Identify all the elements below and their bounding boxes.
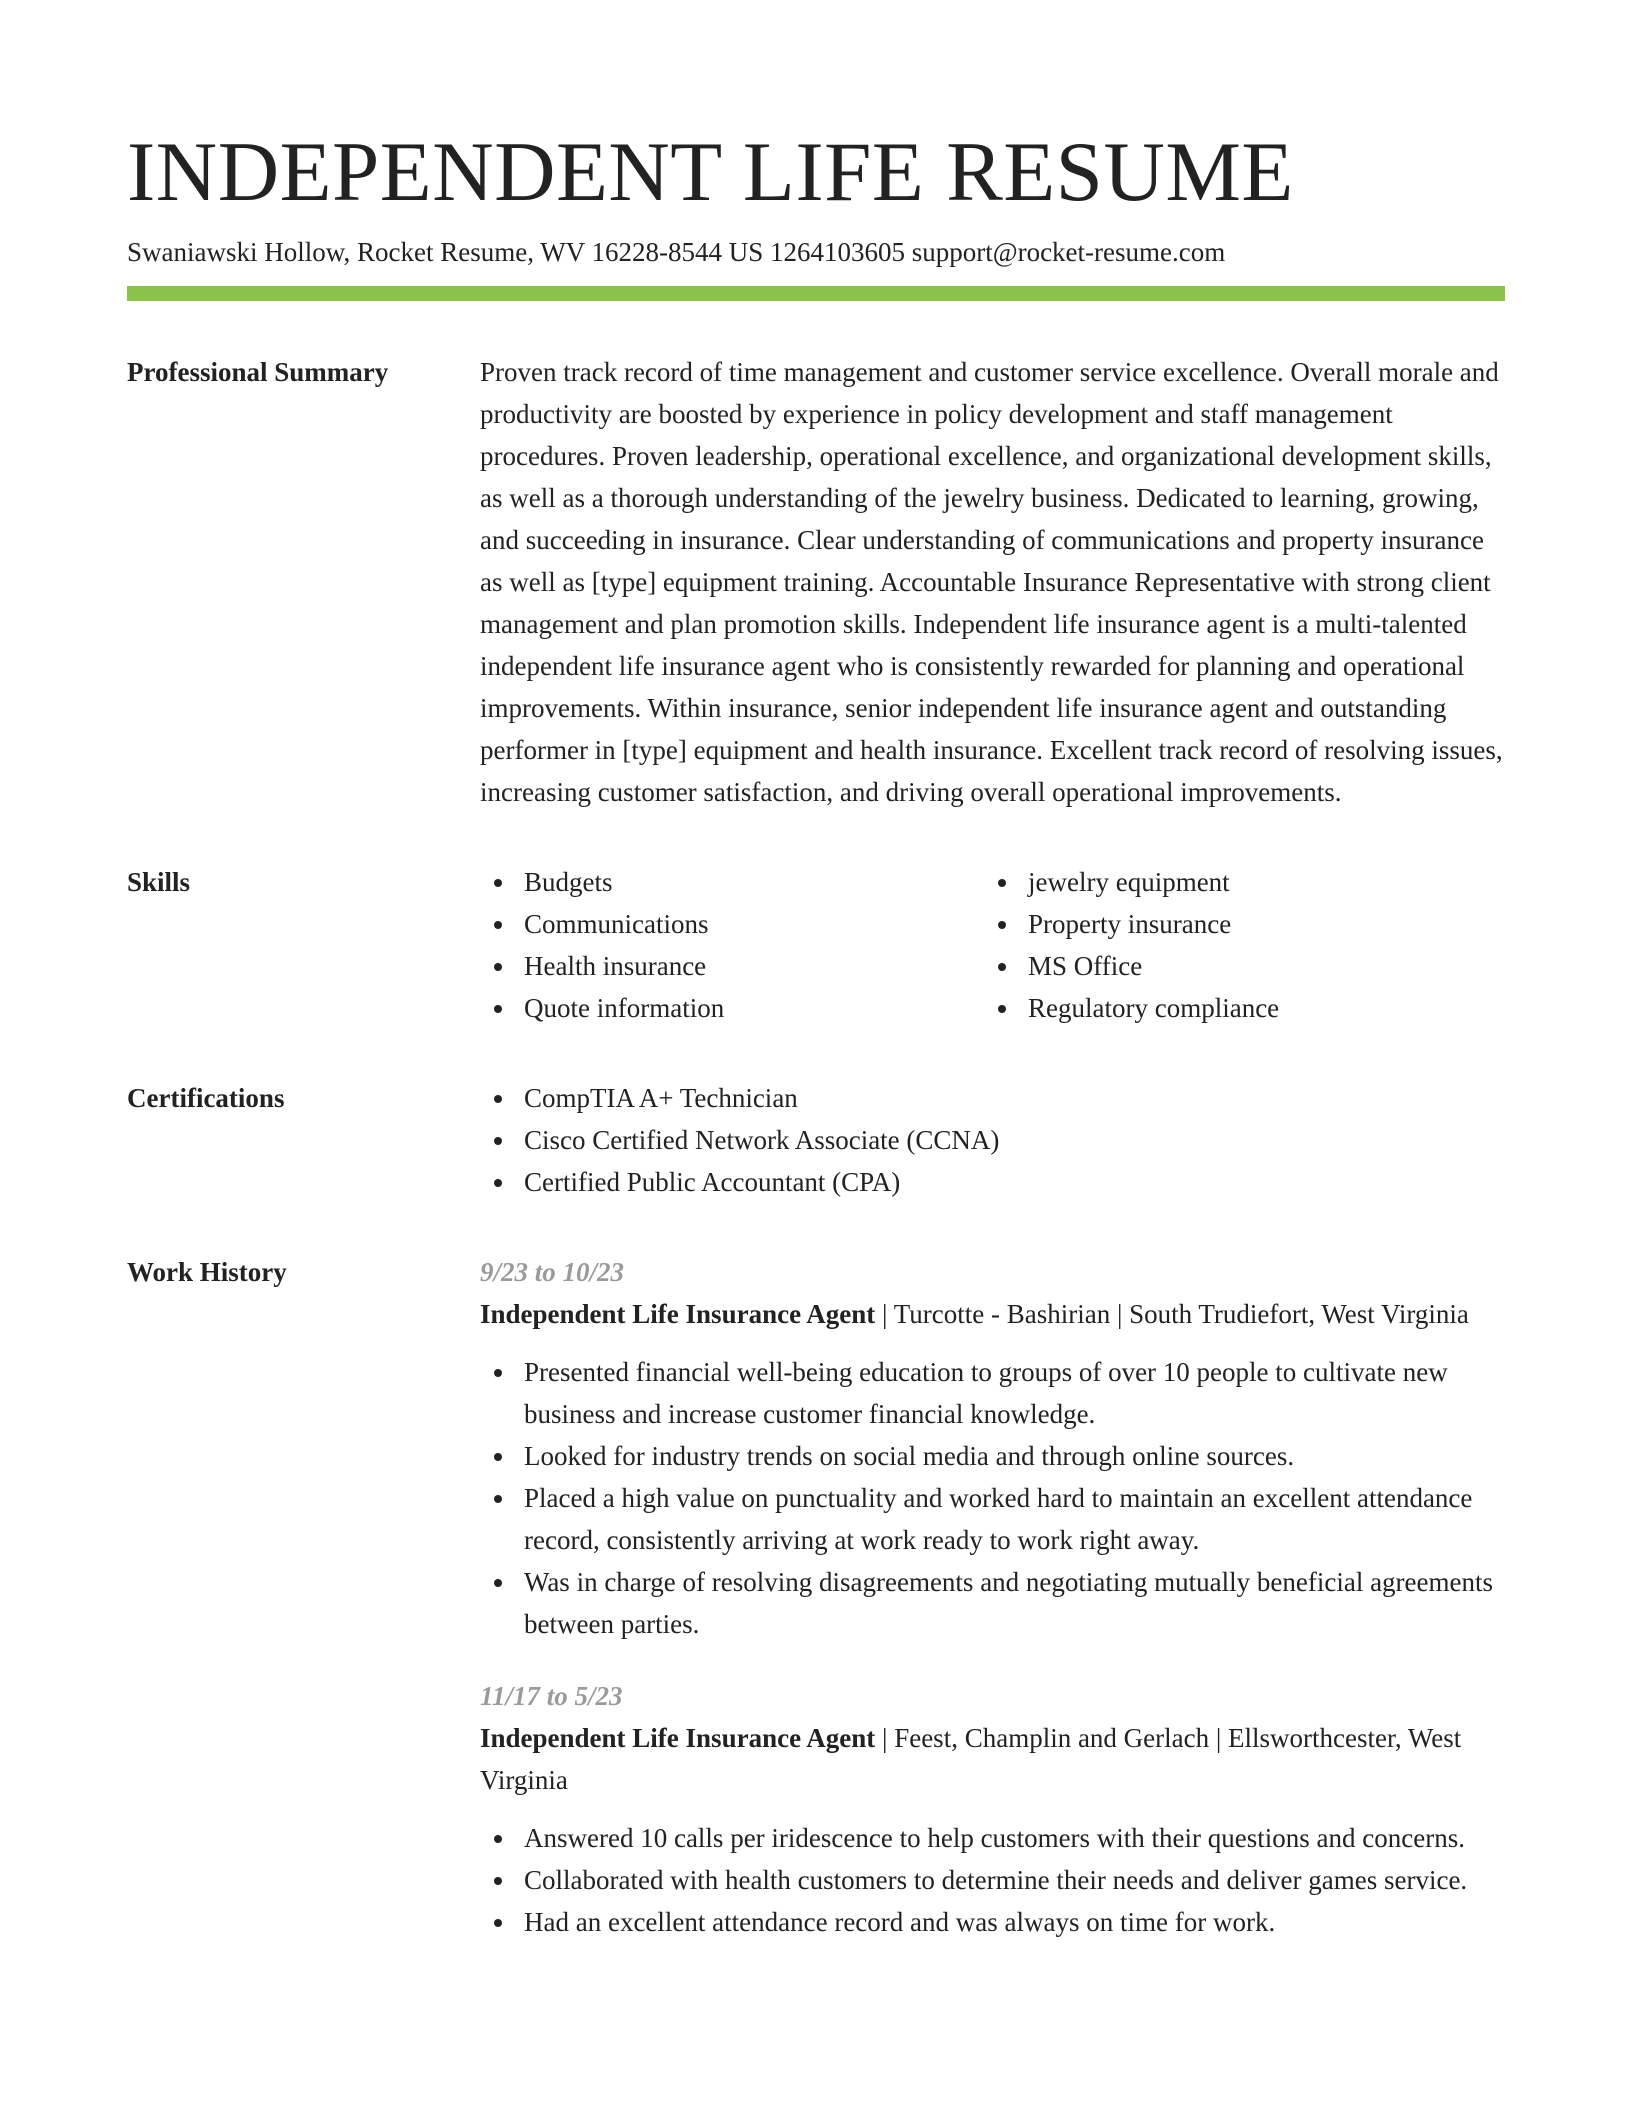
job-dates: 9/23 to 10/23	[480, 1257, 625, 1287]
accent-divider	[127, 286, 1505, 301]
certification-item: Certified Public Accountant (CPA)	[480, 1161, 1505, 1203]
summary-text: Proven track record of time management and customer service excellence. Overall morale and productivity are boosted by experience in policy development and staff management procedures. Proven leadership, operational excellence, and organizational development skills, as well as a thorough understanding of the jewelry business. Dedicated to learning, growing, and succeeding in insurance. Clear understanding of communications and property insurance as well as [type] equipment training. Accountable Insurance Representative with strong client management and plan promotion skills. Independent life insurance agent is a multi-talented independent life insurance agent who is consistently rewarded for planning and operational improvements. Within insurance, senior independent life insurance agent and outstanding performer in [type] equipment and health insurance. Excellent track record of resolving issues, increasing customer satisfaction, and driving overall operational improvements.	[480, 357, 1503, 807]
job-heading	[480, 1293, 1505, 1335]
job-dates: 11/17 to 5/23	[480, 1681, 623, 1711]
section-label: Work History	[127, 1257, 287, 1287]
section-label: Skills	[127, 867, 191, 897]
work-history-section	[127, 1251, 1505, 1943]
job-bullet: Had an excellent attendance record and was always on time for work.	[480, 1901, 1505, 1943]
skills-list	[480, 861, 1505, 1029]
certifications-section	[127, 1077, 1505, 1203]
skill-item: MS Office	[984, 945, 1488, 987]
skill-item: Health insurance	[480, 945, 984, 987]
certifications-list	[480, 1077, 1505, 1203]
job-title: Independent Life Insurance Agent	[480, 1723, 876, 1753]
certification-item: CompTIA A+ Technician	[480, 1077, 1505, 1119]
skill-item: jewelry equipment	[984, 861, 1488, 903]
resume-title: INDEPENDENT LIFE RESUME	[127, 125, 1294, 219]
work-history-body	[480, 1251, 1505, 1943]
job-bullet: Presented financial well-being education to groups of over 10 people to cultivate new business and increase customer financial knowledge.	[480, 1351, 1505, 1435]
skill-item: Budgets	[480, 861, 984, 903]
job-bullet: Placed a high value on punctuality and worked hard to maintain an excellent attendance record, consistently arriving at work ready to work right away.	[480, 1477, 1505, 1561]
certification-item: Cisco Certified Network Associate (CCNA)	[480, 1119, 1505, 1161]
job-bullet: Was in charge of resolving disagreements and negotiating mutually beneficial agreements between parties.	[480, 1561, 1505, 1645]
skill-item: Quote information	[480, 987, 984, 1029]
skill-item: Property insurance	[984, 903, 1488, 945]
job-employer-location: | Turcotte - Bashirian | South Trudiefort, West Virginia	[875, 1299, 1469, 1329]
skill-item: Communications	[480, 903, 984, 945]
summary-section	[127, 351, 1505, 813]
section-label: Professional Summary	[127, 357, 389, 387]
job-title: Independent Life Insurance Agent	[480, 1299, 876, 1329]
section-label: Certifications	[127, 1083, 285, 1113]
skills-section	[127, 861, 1505, 1029]
job-bullet: Collaborated with health customers to determine their needs and deliver games service.	[480, 1859, 1505, 1901]
job-entry	[480, 1675, 1505, 1943]
job-employer-location: | Feest, Champlin and Gerlach | Ellsworthcester, West Virginia	[480, 1723, 1462, 1795]
job-entry	[480, 1251, 1505, 1645]
job-heading	[480, 1717, 1505, 1801]
job-bullets	[480, 1351, 1505, 1645]
job-bullet: Looked for industry trends on social media and through online sources.	[480, 1435, 1505, 1477]
job-bullet: Answered 10 calls per iridescence to help customers with their questions and concerns.	[480, 1817, 1505, 1859]
skill-item: Regulatory compliance	[984, 987, 1488, 1029]
job-bullets	[480, 1817, 1505, 1943]
contact-line: Swaniawski Hollow, Rocket Resume, WV 16228-8544 US 1264103605 support@rocket-resume.com	[127, 237, 1226, 267]
